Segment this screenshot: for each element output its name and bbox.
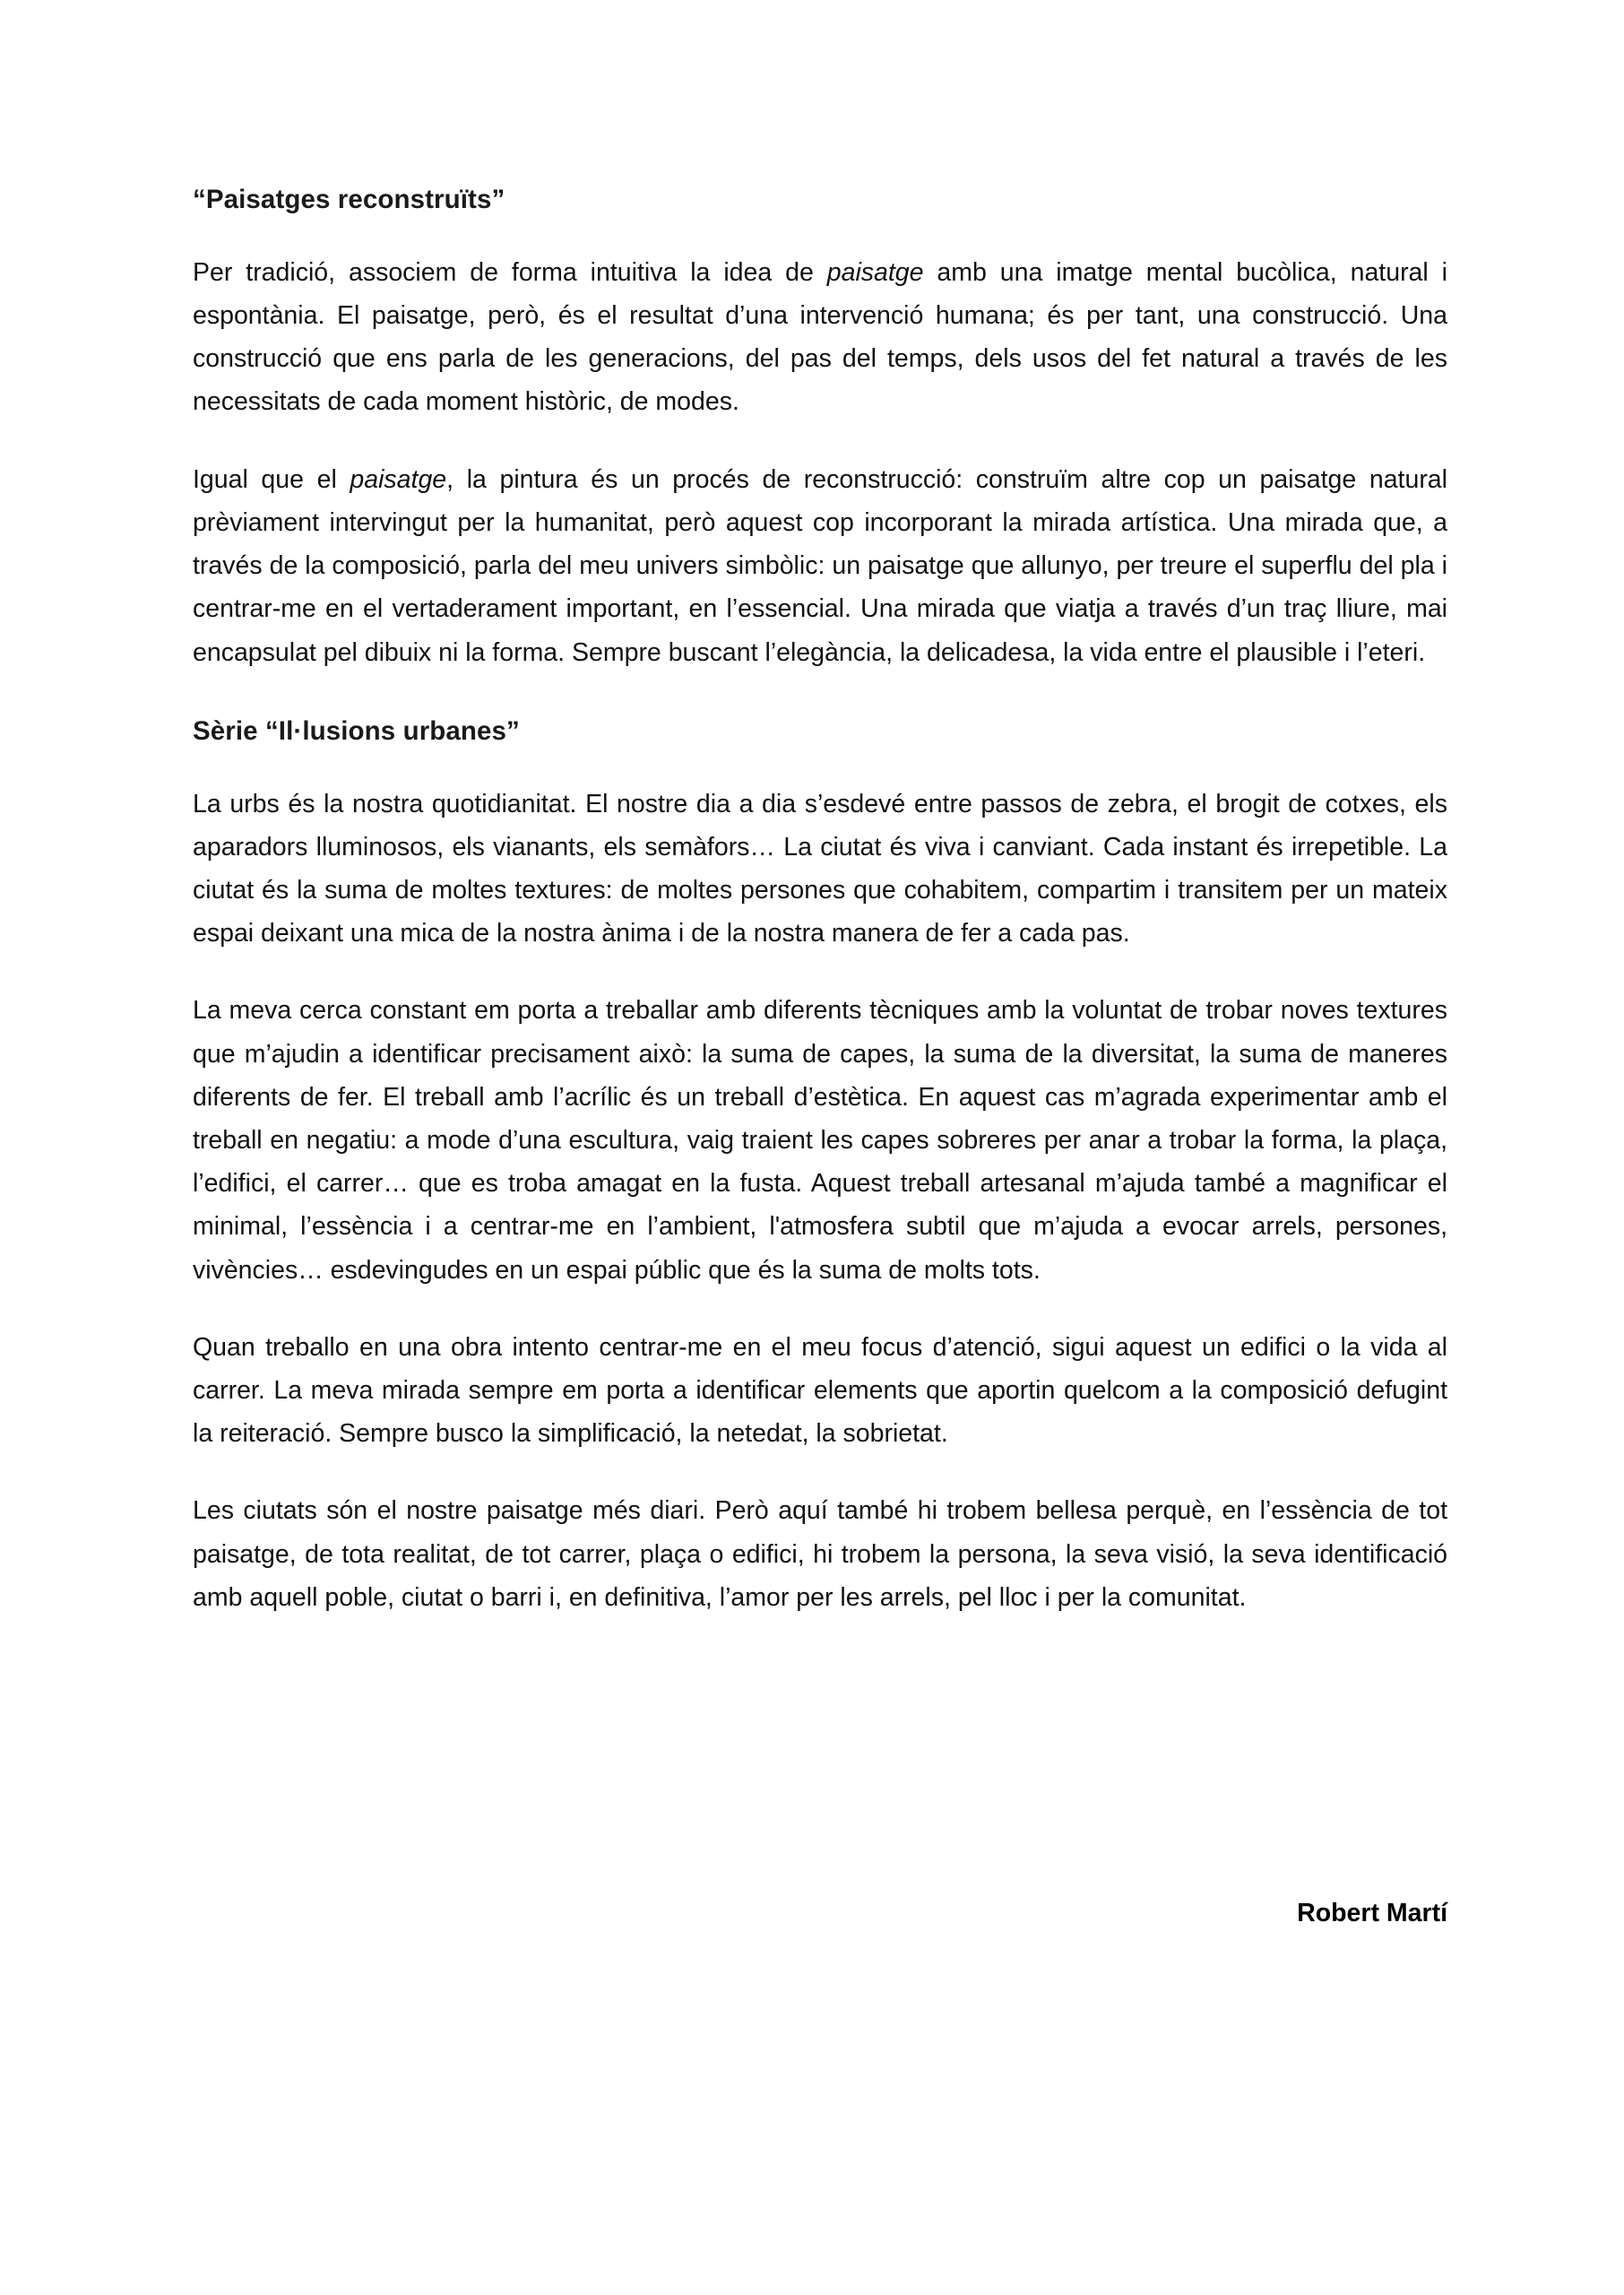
- paragraph-1-text-before-italic: Per tradició, associem de forma intuitiva la idea de: [193, 257, 827, 287]
- paragraph-6: Les ciutats són el nostre paisatge més diari. Però aquí també hi trobem bellesa perquè, en l’essència de tot paisatge, de tota realitat, de tot carrer, plaça o edifici, hi trobem la persona, la seva visió, la seva identificació amb aquell poble, ciutat o barri i, en definitiva, l’amor per les arrels, pel lloc i per la comunitat.: [193, 1496, 1447, 1612]
- paragraph-2: [193, 458, 1447, 674]
- section-heading-illusions-urbanes: Sèrie “Il·lusions urbanes”: [193, 715, 520, 746]
- paragraph-2-text-before-italic: Igual que el: [193, 464, 350, 494]
- paragraph-1-text-after-italic: amb una imatge mental bucòlica, natural i espontània. El paisatge, però, és el resultat d’una intervenció humana; és per tant, una construcció. Una construcció que ens parla de les generacions, del pas del temps, dels usos del fet natural a través de les necessitats de cada moment històric, de modes.: [193, 257, 1447, 417]
- paragraph-4: La meva cerca constant em porta a treballar amb diferents tècniques amb la voluntat de trobar noves textures que m’ajudin a identificar precisament això: la suma de capes, la suma de la diversitat, la suma de maneres diferents de fer. El treball amb l’acrílic és un treball d’estètica. En aquest cas m’agrada experimentar amb el treball en negatiu: a mode d’una escultura, vaig traient les capes sobreres per anar a trobar la forma, la plaça, l’edifici, el carrer… que es troba amagat en la fusta. Aquest treball artesanal m’ajuda també a magnificar el minimal, l’essència i a centrar-me en l’ambient, l'atmosfera subtil que m’ajuda a evocar arrels, persones, vivències… esdevingudes en un espai públic que és la suma de molts tots.: [193, 996, 1447, 1285]
- paragraph-5: Quan treballo en una obra intento centrar-me en el meu focus d’atenció, sigui aquest un edifici o la vida al carrer. La meva mirada sempre em porta a identificar elements que aportin quelcom a la composició defugint la reiteració. Sempre busco la simplificació, la netedat, la sobrietat.: [193, 1332, 1447, 1449]
- paragraph-2-italic-term: paisatge: [350, 464, 447, 494]
- paragraph-3: La urbs és la nostra quotidianitat. El nostre dia a dia s’esdevé entre passos de zebra, el brogit de cotxes, els aparadors lluminosos, els vianants, els semàfors… La ciutat és viva i canviant. Cada instant és irrepetible. La ciutat és la suma de moltes textures: de moltes persones que cohabitem, compartim i transitem per un mateix espai deixant una mica de la nostra ànima i de la nostra manera de fer a cada pas.: [193, 789, 1447, 948]
- page-title: “Paisatges reconstruïts”: [193, 185, 505, 214]
- paragraph-2-text-after-italic: , la pintura és un procés de reconstrucció: construïm altre cop un paisatge natural prèviament intervingut per la humanitat, però aquest cop incorporant la mirada artística. Una mirada que, a través de la composició, parla del meu univers simbòlic: un paisatge que allunyo, per treure el superflu del pla i centrar-me en el vertaderament important, en l’essencial. Una mirada que viatja a través d’un traç lliure, mai encapsulat pel dibuix ni la forma. Sempre buscant l’elegància, la delicadesa, la vida entre el plausible i l’eteri.: [193, 464, 1447, 667]
- paragraph-1: [193, 251, 1447, 424]
- author-signature: Robert Martí: [1297, 1899, 1447, 1927]
- paragraph-1-italic-term: paisatge: [826, 257, 924, 287]
- document-body: [193, 184, 1447, 1619]
